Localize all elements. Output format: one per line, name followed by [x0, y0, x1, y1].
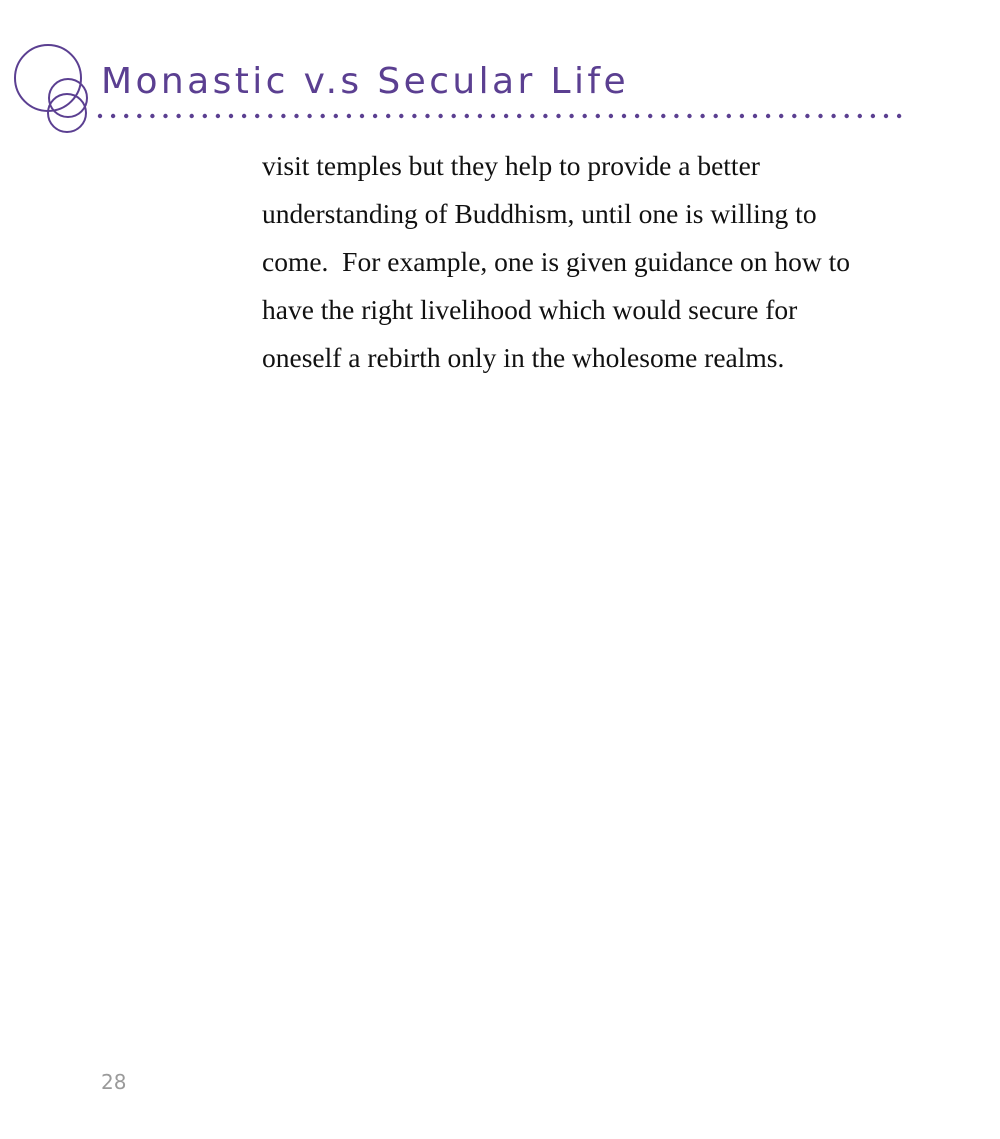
body-line: visit temples but they help to provide a better — [262, 150, 760, 181]
body-line: come. For example, one is given guidance on how to — [262, 246, 851, 277]
body-line: oneself a rebirth only in the wholesome realms. — [262, 342, 785, 373]
page-title: Monastic v.s Secular Life — [101, 61, 630, 102]
page-number: 28 — [101, 1070, 127, 1094]
body-line: understanding of Buddhism, until one is willing to — [262, 198, 817, 229]
body-paragraph — [262, 142, 922, 382]
interlocking-circles-icon — [12, 40, 96, 136]
body-line: have the right livelihood which would secure for — [262, 294, 798, 325]
dotted-divider — [96, 112, 906, 120]
